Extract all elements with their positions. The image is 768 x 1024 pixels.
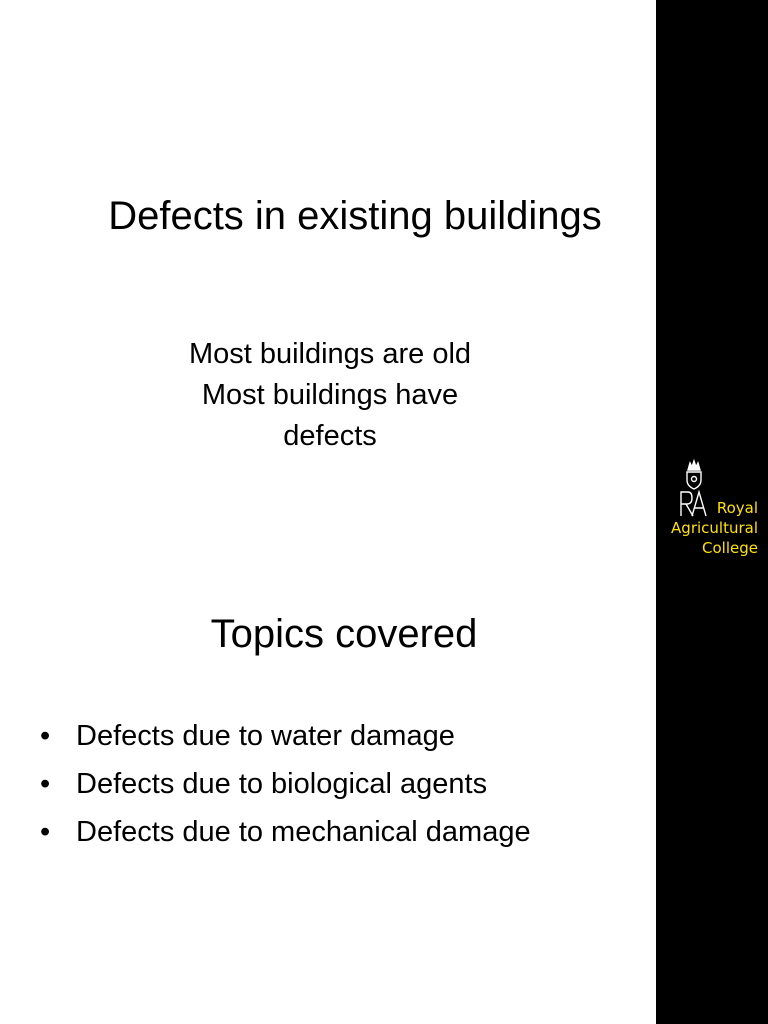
bullet-icon: • (40, 768, 51, 800)
logo-line-college: College (702, 539, 758, 557)
college-logo (656, 456, 768, 566)
bullet-icon: • (40, 816, 51, 848)
subtitle-line: Most buildings have (201, 379, 459, 411)
topics-heading: Topics covered (210, 612, 478, 656)
bullet-icon: • (40, 720, 51, 752)
topics-list (40, 712, 650, 856)
subtitle-line: Most buildings are old (188, 338, 472, 370)
list-item (40, 712, 650, 760)
slide-title: Defects in existing buildings (108, 194, 602, 238)
subtitle-line: defects (283, 420, 377, 452)
slide-subtitle (120, 334, 540, 457)
list-item-label: Defects due to mechanical damage (76, 816, 531, 848)
list-item (40, 760, 650, 808)
logo-line-royal: Royal (716, 499, 758, 517)
list-item (40, 808, 650, 856)
logo-line-agricultural: Agricultural (671, 519, 758, 537)
list-item-label: Defects due to water damage (76, 720, 455, 752)
list-item-label: Defects due to biological agents (76, 768, 488, 800)
logo-text (671, 498, 758, 558)
